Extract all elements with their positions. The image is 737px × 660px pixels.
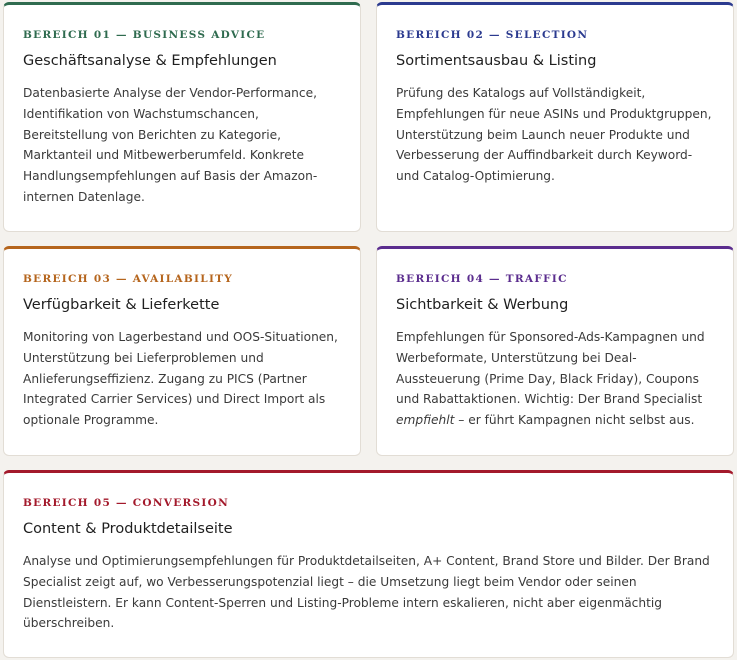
card-body-emphasis: empfiehlt [396, 413, 455, 428]
card-title: Sortimentsausbau & Listing [396, 53, 597, 69]
card-kicker: BEREICH 03 — AVAILABILITY [23, 273, 234, 285]
card-body: Prüfung des Katalogs auf Vollständigkeit, Empfehlungen für neue ASINs und Produktgruppen, Unterstützung beim Launch neuer Produkte und Verbesserung der Auffindbarkeit durch Keyword- und Catalog-Optimierung. [396, 86, 712, 184]
card-title: Sichtbarkeit & Werbung [396, 297, 569, 313]
card-body-text: – er führt Kampagnen nicht selbst aus. [454, 413, 695, 428]
card-business-advice [3, 2, 361, 232]
card-title: Geschäftsanalyse & Empfehlungen [23, 53, 277, 69]
card-kicker: BEREICH 02 — SELECTION [396, 29, 589, 41]
card-traffic [376, 246, 734, 456]
card-kicker: BEREICH 01 — BUSINESS ADVICE [23, 29, 266, 41]
card-body [396, 327, 714, 431]
card-title: Verfügbarkeit & Lieferkette [23, 297, 220, 313]
card-body: Analyse und Optimierungsempfehlungen für Produktdetailseiten, A+ Content, Brand Store und Bilder. Der Brand Specialist zeigt auf, wo Verbesserungspotenzial liegt – die Umsetzung liegt beim Vendor oder seinen Dienstleistern. Er kann Content-Sperren und Listing-Probleme intern eskalieren, nicht aber eigenmächtig überschreiben. [23, 554, 710, 631]
card-body: Monitoring von Lagerbestand und OOS-Situationen, Unterstützung bei Lieferproblemen und Anlieferungseffizienz. Zugang zu PICS (Partner Integrated Carrier Services) und Direct Import als optionale Programme. [23, 330, 338, 428]
card-availability [3, 246, 361, 456]
card-body-text: Empfehlungen für Sponsored-Ads-Kampagnen und Werbeformate, Unterstützung bei Deal-Aussteuerung (Prime Day, Black Friday), Coupons und Rabattaktionen. Wichtig: Der Brand Specialist [396, 330, 705, 407]
card-kicker: BEREICH 05 — CONVERSION [23, 497, 229, 509]
card-body: Datenbasierte Analyse der Vendor-Performance, Identifikation von Wachstumschancen, Bereitstellung von Berichten zu Kategorie, Marktanteil und Mitbewerberumfeld. Konkrete Handlungsempfehlungen auf Basis der Amazon-internen Datenlage. [23, 86, 318, 204]
card-title: Content & Produktdetailseite [23, 521, 233, 537]
card-selection [376, 2, 734, 232]
card-kicker: BEREICH 04 — TRAFFIC [396, 273, 568, 285]
card-conversion [3, 470, 734, 658]
